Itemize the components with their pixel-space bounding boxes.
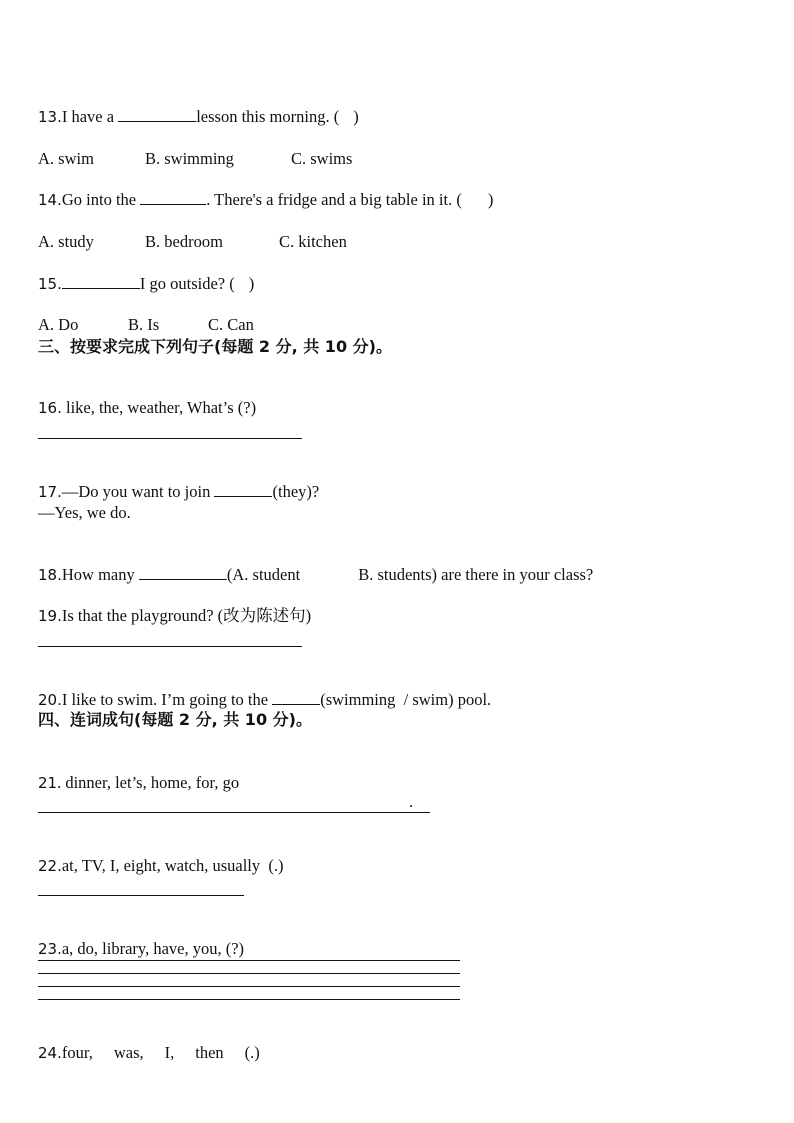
option-c[interactable]: C. Can — [208, 315, 254, 334]
answer-blank[interactable] — [118, 107, 196, 122]
option-a[interactable]: (A. student — [226, 565, 301, 584]
options-15 — [38, 295, 254, 335]
option-a[interactable]: A. Do — [38, 315, 79, 334]
question-text: Go into the — [61, 190, 141, 209]
option-b[interactable]: B. Is — [128, 315, 160, 334]
option-b[interactable]: B. bedroom — [145, 232, 223, 251]
answer-blank[interactable] — [139, 565, 227, 580]
options-14 — [38, 212, 347, 252]
options-13 — [38, 129, 352, 169]
question-14 — [38, 170, 493, 210]
question-text: I like to swim. I’m going to the — [61, 690, 273, 709]
word: then — [195, 1043, 224, 1062]
paren-close: ) — [248, 274, 255, 293]
question-number: 17. — [38, 483, 62, 501]
question-text: Is that the playground? (改为陈述句) — [61, 606, 312, 625]
question-text: I have a — [61, 107, 119, 126]
question-text: (swimming / swim) pool. — [320, 690, 492, 709]
question-number: 24. — [38, 1044, 62, 1062]
question-number: 15. — [38, 275, 62, 293]
answer-blank[interactable] — [62, 274, 140, 289]
question-15 — [38, 254, 254, 294]
period-mark: . — [409, 792, 414, 811]
question-24 — [38, 1023, 260, 1063]
question-text: How many — [61, 565, 139, 584]
option-b[interactable]: B. swimming — [145, 149, 234, 168]
section-4-heading: 四、连词成句(每题 2 分, 共 10 分)。 — [38, 710, 312, 729]
question-13 — [38, 87, 359, 127]
paren-close: ) — [487, 190, 494, 209]
question-number: 21 — [38, 774, 58, 792]
question-20 — [38, 670, 491, 710]
question-number: 16. — [38, 399, 62, 417]
question-number: 20. — [38, 691, 62, 709]
word: four, — [61, 1043, 93, 1062]
question-text: like, the, weather, What’s (?) — [61, 398, 257, 417]
question-19 — [38, 586, 311, 626]
question-number: 13. — [38, 108, 62, 126]
question-21 — [38, 753, 239, 793]
option-b[interactable]: B. students) are there in your class? — [358, 565, 594, 584]
answer-line[interactable] — [38, 812, 430, 813]
answer-blank[interactable] — [140, 190, 206, 205]
word: was, — [113, 1043, 144, 1062]
answer-line[interactable] — [38, 973, 460, 974]
answer-line[interactable] — [38, 986, 460, 987]
question-text: lesson this morning. ( — [196, 107, 340, 126]
answer-line[interactable] — [38, 960, 460, 961]
word: I, — [164, 1043, 175, 1062]
option-c[interactable]: C. swims — [291, 149, 353, 168]
paren-close: ) — [353, 107, 359, 126]
question-18 — [38, 545, 593, 585]
question-number: 19. — [38, 607, 62, 625]
question-number: 23. — [38, 940, 62, 958]
question-23 — [38, 919, 244, 959]
question-text: I go outside? ( — [139, 274, 235, 293]
answer-line[interactable] — [38, 438, 302, 439]
answer-blank[interactable] — [214, 482, 272, 497]
question-number: 18. — [38, 566, 62, 584]
question-text: . There's a fridge and a big table in it. ( — [206, 190, 462, 209]
answer-line[interactable] — [38, 646, 302, 647]
answer-line[interactable] — [38, 895, 244, 896]
question-16 — [38, 378, 256, 418]
option-c[interactable]: C. kitchen — [279, 232, 347, 251]
word: (.) — [244, 1043, 260, 1062]
question-text: (they)? — [272, 482, 320, 501]
question-text: —Do you want to join — [61, 482, 215, 501]
answer-blank[interactable] — [272, 690, 320, 705]
question-22 — [38, 836, 284, 876]
question-text: at, TV, I, eight, watch, usually (.) — [61, 856, 284, 875]
question-17 — [38, 462, 319, 502]
question-number: 22. — [38, 857, 62, 875]
question-text: a, do, library, have, you, (?) — [61, 939, 245, 958]
section-3-heading: 三、按要求完成下列句子(每题 2 分, 共 10 分)。 — [38, 337, 392, 356]
option-a[interactable]: A. study — [38, 232, 94, 251]
answer-line[interactable] — [38, 999, 460, 1000]
option-a[interactable]: A. swim — [38, 149, 94, 168]
question-text: . dinner, let’s, home, for, go — [57, 773, 240, 792]
reply-17: —Yes, we do. — [38, 503, 131, 522]
question-number: 14. — [38, 191, 62, 209]
